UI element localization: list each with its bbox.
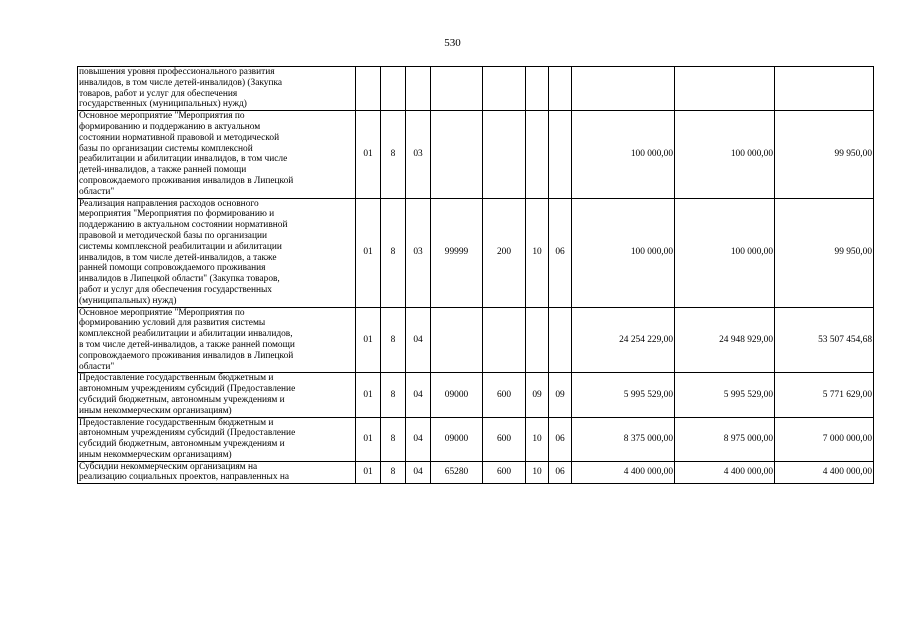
amount-cell: 99 950,00: [775, 111, 874, 198]
description-line: сопровождаемого проживания инвалидов в Липецкой: [79, 175, 294, 186]
code-cell: 01: [356, 198, 381, 307]
description-line: Предоставление государственным бюджетным и: [79, 373, 274, 384]
description-line: ранней помощи сопровождаемого проживания: [79, 263, 266, 274]
code-cell: [431, 67, 483, 111]
row-description: [78, 198, 356, 307]
row-description: [78, 373, 356, 417]
amount-cell: 100 000,00: [675, 198, 775, 307]
description-line: субсидий бюджетным, автономным учреждениям и: [79, 439, 285, 450]
code-cell: 04: [406, 417, 431, 461]
description-line: реабилитации и абилитации инвалидов, в том числе: [79, 154, 288, 165]
code-cell: [381, 67, 406, 111]
description-line: (муниципальных) нужд): [79, 295, 177, 306]
description-line: автономным учреждениям субсидий (Предоставление: [79, 384, 296, 395]
description-line: детей-инвалидов, а также ранней помощи: [79, 165, 247, 176]
code-cell: 09: [526, 373, 549, 417]
code-cell: [549, 67, 572, 111]
row-description: [78, 67, 356, 111]
code-cell: 06: [549, 198, 572, 307]
amount-cell: 100 000,00: [572, 198, 675, 307]
description-line: Субсидии некоммерческим организациям на: [79, 461, 258, 472]
amount-cell: 24 254 229,00: [572, 307, 675, 373]
code-cell: 01: [356, 373, 381, 417]
code-cell: 10: [526, 417, 549, 461]
code-cell: 06: [549, 461, 572, 484]
code-cell: 01: [356, 417, 381, 461]
amount-cell: 99 950,00: [775, 198, 874, 307]
description-line: инвалидов, в том числе детей-инвалидов, а также: [79, 252, 277, 263]
code-cell: 8: [381, 373, 406, 417]
code-cell: [526, 111, 549, 198]
code-cell: 600: [483, 461, 526, 484]
description-line: области": [79, 361, 115, 372]
code-cell: [356, 67, 381, 111]
code-cell: [549, 111, 572, 198]
description-line: системы комплексной реабилитации и абилитации: [79, 241, 282, 252]
row-description: [78, 307, 356, 373]
code-cell: 8: [381, 111, 406, 198]
description-line: области": [79, 186, 115, 197]
description-line: товаров, работ и услуг для обеспечения: [79, 88, 238, 99]
code-cell: 01: [356, 111, 381, 198]
amount-cell: 100 000,00: [675, 111, 775, 198]
code-cell: [549, 307, 572, 373]
description-line: сопровождаемого проживания инвалидов в Липецкой: [79, 350, 294, 361]
description-line: повышения уровня профессионального развития: [79, 67, 275, 77]
code-cell: 8: [381, 461, 406, 484]
amount-cell: 53 507 454,68: [775, 307, 874, 373]
amount-cell: 8 975 000,00: [675, 417, 775, 461]
description-line: правовой и методической базы по организации: [79, 230, 268, 241]
code-cell: 03: [406, 111, 431, 198]
code-cell: 03: [406, 198, 431, 307]
amount-cell: 7 000 000,00: [775, 417, 874, 461]
code-cell: 65280: [431, 461, 483, 484]
code-cell: 600: [483, 373, 526, 417]
amount-cell: 5 995 529,00: [675, 373, 775, 417]
description-line: автономным учреждениям субсидий (Предоставление: [79, 428, 296, 439]
description-line: иным некоммерческим организациям): [79, 405, 232, 416]
description-line: реализацию социальных проектов, направленных на: [79, 472, 290, 483]
amount-cell: 8 375 000,00: [572, 417, 675, 461]
code-cell: 09000: [431, 417, 483, 461]
code-cell: 10: [526, 461, 549, 484]
row-description: [78, 461, 356, 484]
description-line: поддержанию в актуальном состоянии нормативной: [79, 220, 288, 231]
code-cell: 200: [483, 198, 526, 307]
description-line: Основное мероприятие "Мероприятия по: [79, 111, 245, 122]
table-row: [78, 417, 874, 461]
amount-cell: [675, 67, 775, 111]
description-line: Реализация направления расходов основного: [79, 198, 259, 209]
amount-cell: 4 400 000,00: [675, 461, 775, 484]
code-cell: [431, 111, 483, 198]
code-cell: 09000: [431, 373, 483, 417]
table-row: [78, 198, 874, 307]
description-line: субсидий бюджетным, автономным учреждениям и: [79, 394, 285, 405]
row-description: [78, 417, 356, 461]
table-row: [78, 307, 874, 373]
code-cell: [483, 67, 526, 111]
description-line: Предоставление государственным бюджетным и: [79, 417, 274, 428]
page-number: 530: [444, 37, 461, 49]
code-cell: 04: [406, 373, 431, 417]
code-cell: [483, 307, 526, 373]
code-cell: [526, 67, 549, 111]
table-row: [78, 373, 874, 417]
description-line: инвалидов, в том числе детей-инвалидов) (Закупка: [79, 77, 283, 88]
description-line: в том числе детей-инвалидов, а также ранней помощи: [79, 339, 295, 350]
description-line: комплексной реабилитации и абилитации инвалидов,: [79, 329, 293, 340]
description-line: мероприятия "Мероприятия по формированию и: [79, 209, 275, 220]
amount-cell: 4 400 000,00: [775, 461, 874, 484]
description-line: состоянии нормативной правовой и методической: [79, 132, 280, 143]
code-cell: 99999: [431, 198, 483, 307]
amount-cell: 4 400 000,00: [572, 461, 675, 484]
description-line: базы по организации системы комплексной: [79, 143, 253, 154]
code-cell: 09: [549, 373, 572, 417]
code-cell: 10: [526, 198, 549, 307]
description-line: Основное мероприятие "Мероприятия по: [79, 307, 245, 318]
code-cell: 8: [381, 417, 406, 461]
amount-cell: [775, 67, 874, 111]
code-cell: 01: [356, 307, 381, 373]
code-cell: 8: [381, 198, 406, 307]
budget-table: [77, 66, 874, 484]
code-cell: 8: [381, 307, 406, 373]
description-line: формированию и поддержанию в актуальном: [79, 121, 261, 132]
row-description: [78, 111, 356, 198]
description-line: формированию условий для развития системы: [79, 318, 266, 329]
amount-cell: [572, 67, 675, 111]
table-row: [78, 67, 874, 111]
description-line: инвалидов в Липецкой области" (Закупка товаров,: [79, 274, 280, 285]
table-row: [78, 461, 874, 484]
code-cell: [526, 307, 549, 373]
amount-cell: 100 000,00: [572, 111, 675, 198]
code-cell: 600: [483, 417, 526, 461]
description-line: иным некоммерческим организациям): [79, 449, 232, 460]
description-line: работ и услуг для обеспечения государственных: [79, 284, 272, 295]
code-cell: 04: [406, 461, 431, 484]
code-cell: [483, 111, 526, 198]
description-line: государственных (муниципальных) нужд): [79, 99, 247, 110]
code-cell: [431, 307, 483, 373]
code-cell: 01: [356, 461, 381, 484]
code-cell: [406, 67, 431, 111]
code-cell: 06: [549, 417, 572, 461]
code-cell: 04: [406, 307, 431, 373]
amount-cell: 5 995 529,00: [572, 373, 675, 417]
amount-cell: 24 948 929,00: [675, 307, 775, 373]
amount-cell: 5 771 629,00: [775, 373, 874, 417]
table-row: [78, 111, 874, 198]
